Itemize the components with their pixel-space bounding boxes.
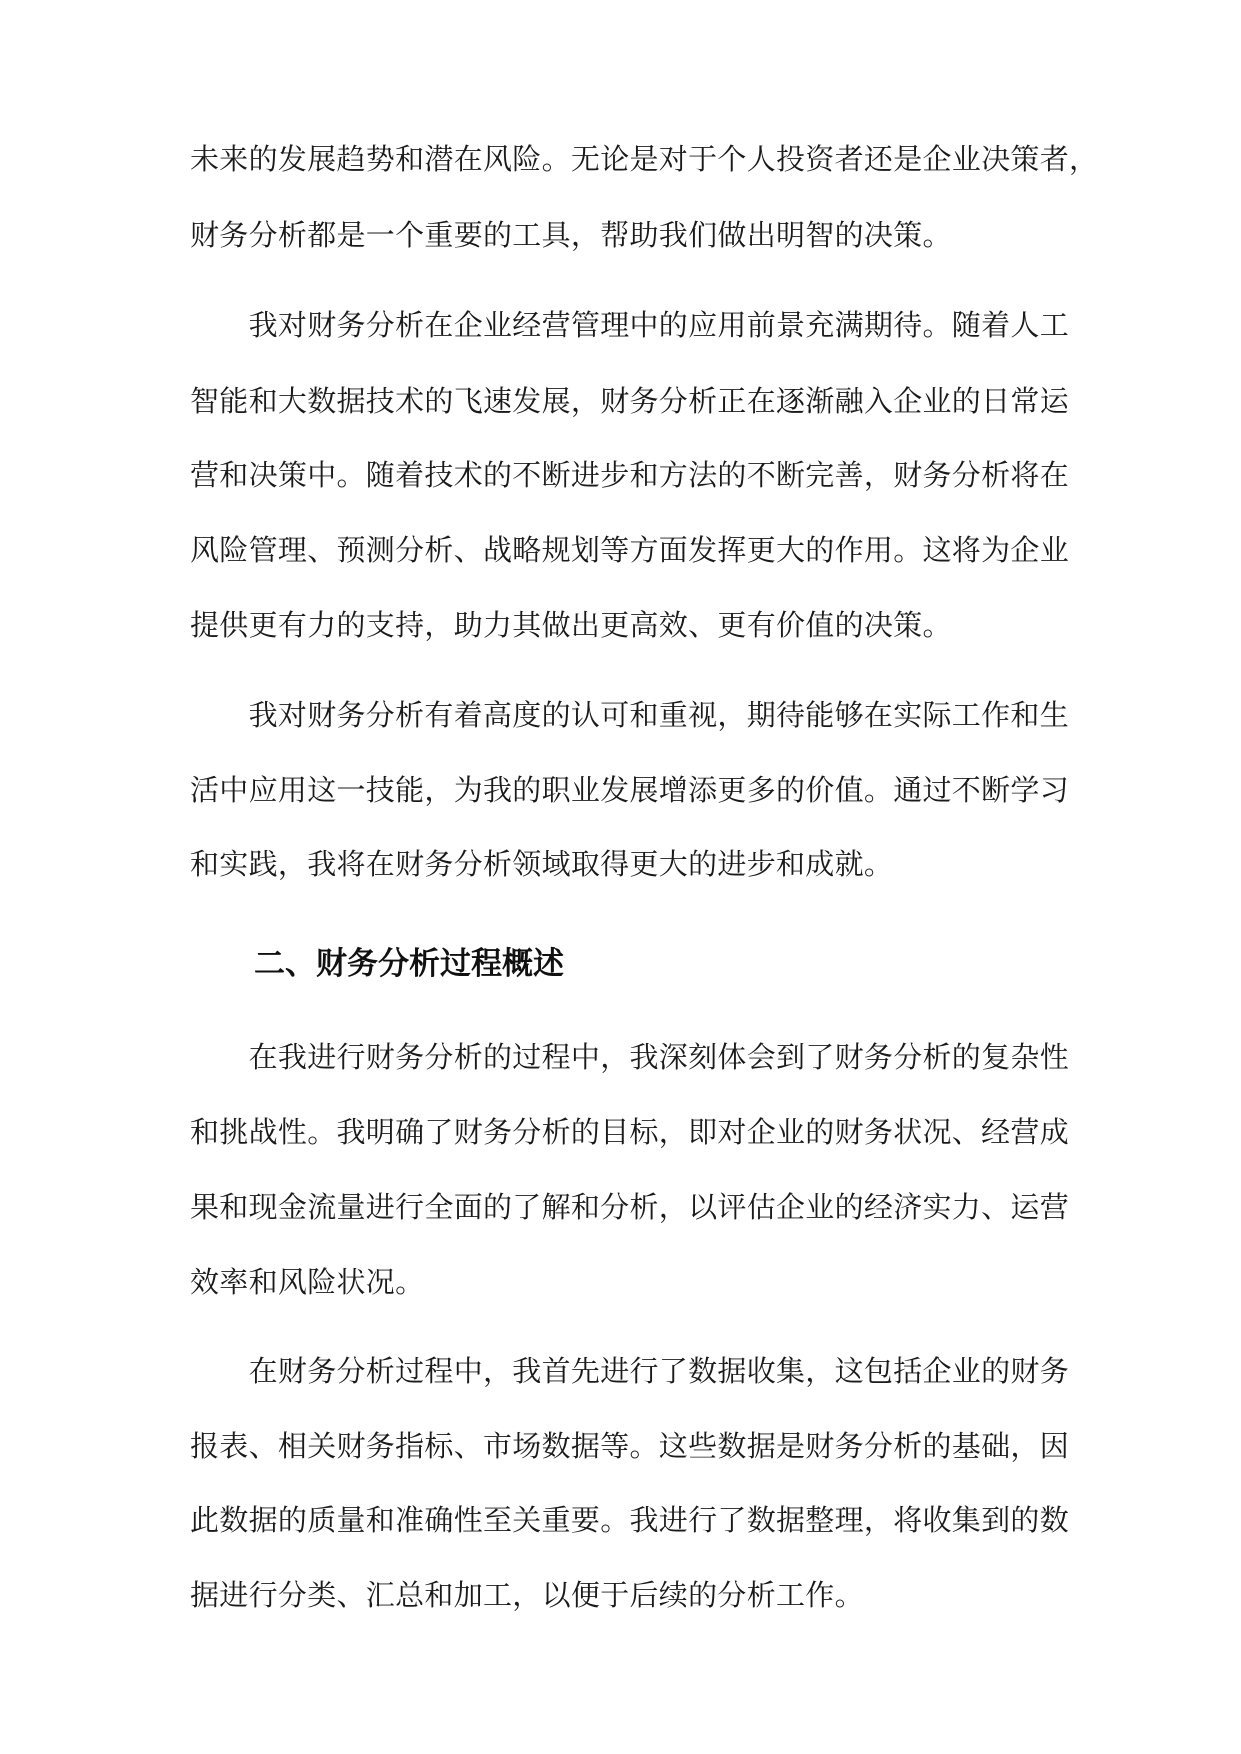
text-line: 风险管理、预测分析、战略规划等方面发挥更大的作用。这将为企业 xyxy=(190,533,1070,567)
text-line: 智能和大数据技术的飞速发展，财务分析正在逐渐融入企业的日常运 xyxy=(190,384,1070,418)
text-line: 我对财务分析在企业经营管理中的应用前景充满期待。随着人工 xyxy=(190,308,1070,342)
text-line: 未来的发展趋势和潜在风险。无论是对于个人投资者还是企业决策者， xyxy=(190,142,1099,176)
text-line: 报表、相关财务指标、市场数据等。这些数据是财务分析的基础，因 xyxy=(190,1429,1070,1463)
text-line: 和实践，我将在财务分析领域取得更大的进步和成就。 xyxy=(190,847,894,881)
text-line: 据进行分类、汇总和加工，以便于后续的分析工作。 xyxy=(190,1578,864,1612)
text-line: 营和决策中。随着技术的不断进步和方法的不断完善，财务分析将在 xyxy=(190,458,1070,492)
section-heading: 二、财务分析过程概述 xyxy=(254,946,564,982)
text-line: 和挑战性。我明确了财务分析的目标，即对企业的财务状况、经营成 xyxy=(190,1115,1070,1149)
text-line: 效率和风险状况。 xyxy=(190,1265,425,1299)
text-line: 活中应用这一技能，为我的职业发展增添更多的价值。通过不断学习 xyxy=(190,773,1070,807)
text-line: 财务分析都是一个重要的工具，帮助我们做出明智的决策。 xyxy=(190,218,952,252)
text-line: 在财务分析过程中，我首先进行了数据收集，这包括企业的财务 xyxy=(190,1354,1070,1388)
text-line: 此数据的质量和准确性至关重要。我进行了数据整理，将收集到的数 xyxy=(190,1503,1070,1537)
text-line: 提供更有力的支持，助力其做出更高效、更有价值的决策。 xyxy=(190,608,952,642)
text-line: 我对财务分析有着高度的认可和重视，期待能够在实际工作和生 xyxy=(190,698,1070,732)
text-line: 在我进行财务分析的过程中，我深刻体会到了财务分析的复杂性 xyxy=(190,1040,1070,1074)
text-line: 果和现金流量进行全面的了解和分析，以评估企业的经济实力、运营 xyxy=(190,1190,1070,1224)
